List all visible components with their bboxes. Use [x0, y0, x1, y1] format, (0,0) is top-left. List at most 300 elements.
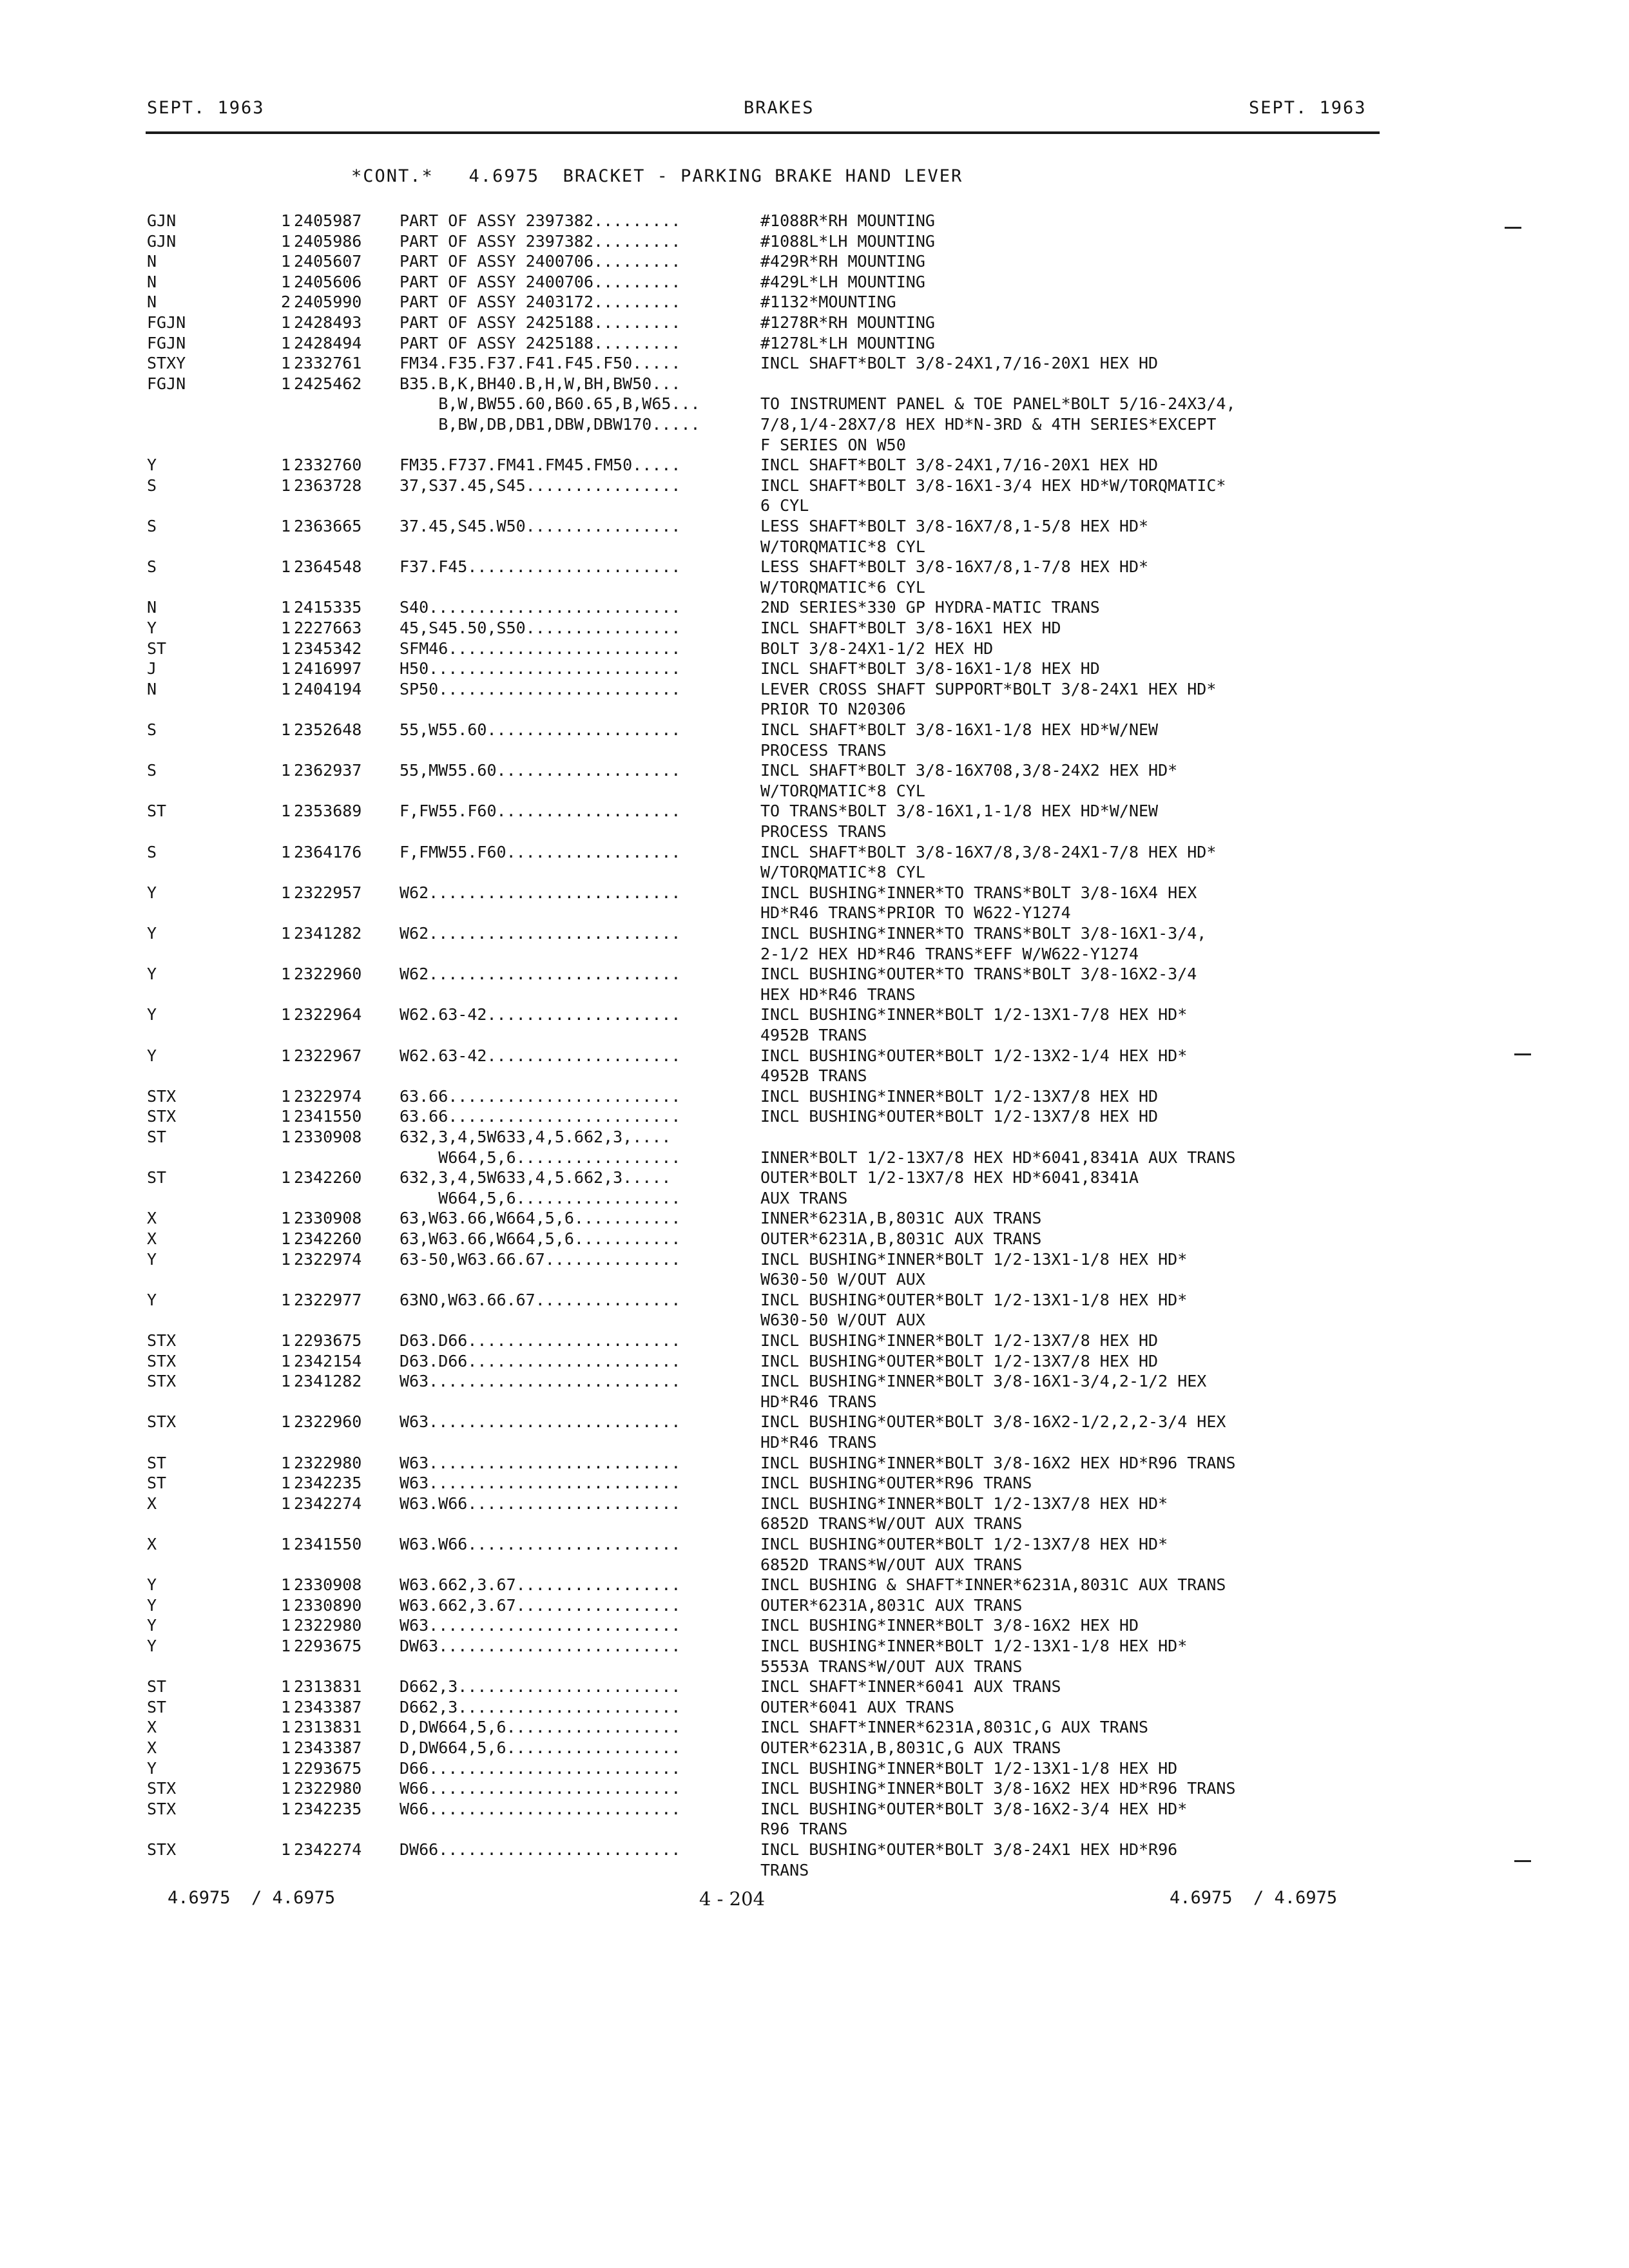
- table-row: [0, 1534, 1629, 1555]
- row-part-number: 2342260: [294, 1229, 362, 1248]
- table-row: [0, 353, 1629, 374]
- table-row: [0, 1799, 1629, 1820]
- row-qty: 1: [281, 1800, 291, 1818]
- row-models: W63..........................: [400, 1454, 681, 1472]
- row-models: D,DW664,5,6..................: [400, 1738, 681, 1757]
- row-part-number: 2322980: [294, 1616, 362, 1635]
- row-part-number: 2313831: [294, 1677, 362, 1696]
- row-description: INCL BUSHING*OUTER*BOLT 1/2-13X1-1/8 HEX HD*: [760, 1291, 1188, 1309]
- row-part-number: 2341282: [294, 1372, 362, 1390]
- row-description: INCL BUSHING*INNER*BOLT 1/2-13X7/8 HEX HD*: [760, 1494, 1168, 1513]
- table-row: [0, 1269, 1629, 1290]
- row-part-number: 2343387: [294, 1738, 362, 1757]
- row-qty: 1: [281, 1738, 291, 1757]
- row-part-number: 2404194: [294, 680, 362, 698]
- row-models: PART OF ASSY 2397382.........: [400, 232, 681, 251]
- row-code: Y: [147, 883, 157, 902]
- row-code: X: [147, 1209, 157, 1227]
- row-part-number: 2322974: [294, 1250, 362, 1269]
- row-description: PRIOR TO N20306: [760, 700, 906, 718]
- row-models: PART OF ASSY 2403172.........: [400, 293, 681, 311]
- row-code: ST: [147, 802, 167, 820]
- row-models: W664,5,6.................: [400, 1148, 681, 1167]
- row-description: #429R*RH MOUNTING: [760, 252, 925, 271]
- row-code: S: [147, 476, 157, 495]
- row-models: B,W,BW55.60,B60.65,B,W65...: [400, 394, 700, 413]
- table-row: [0, 1371, 1629, 1392]
- row-description: AUX TRANS: [760, 1189, 848, 1207]
- table-row: [0, 964, 1629, 985]
- row-description: INCL BUSHING*OUTER*BOLT 1/2-13X7/8 HEX HD: [760, 1352, 1159, 1370]
- row-models: W63.W66......................: [400, 1494, 681, 1513]
- row-description: INCL BUSHING*INNER*TO TRANS*BOLT 3/8-16X4 HEX: [760, 883, 1197, 902]
- row-part-number: 2364548: [294, 557, 362, 576]
- row-code: STX: [147, 1840, 177, 1859]
- row-description: 6852D TRANS*W/OUT AUX TRANS: [760, 1555, 1023, 1574]
- row-description: 6852D TRANS*W/OUT AUX TRANS: [760, 1514, 1023, 1533]
- row-description: OUTER*6231A,8031C AUX TRANS: [760, 1596, 1023, 1615]
- row-qty: 1: [281, 1128, 291, 1146]
- table-row: [0, 1819, 1629, 1840]
- row-part-number: 2322980: [294, 1454, 362, 1472]
- row-description: W/TORQMATIC*6 CYL: [760, 578, 925, 597]
- row-description: INCL BUSHING*INNER*BOLT 1/2-13X1-1/8 HEX HD: [760, 1759, 1178, 1778]
- row-code: STX: [147, 1800, 177, 1818]
- row-qty: 1: [281, 1046, 291, 1065]
- row-qty: 1: [281, 1474, 291, 1492]
- table-row: [0, 1860, 1629, 1881]
- row-models: W63..........................: [400, 1474, 681, 1492]
- row-description: INCL BUSHING*OUTER*BOLT 3/8-16X2-1/2,2,2-3/4 HEX: [760, 1412, 1226, 1431]
- row-description: #1132*MOUNTING: [760, 293, 896, 311]
- row-qty: 2: [281, 293, 291, 311]
- row-qty: 1: [281, 1372, 291, 1390]
- table-row: [0, 639, 1629, 659]
- row-models: 63NO,W63.66.67...............: [400, 1291, 681, 1309]
- row-description: INCL BUSHING*INNER*BOLT 3/8-16X2 HEX HD*R96 TRANS: [760, 1779, 1236, 1798]
- row-description: F SERIES ON W50: [760, 436, 906, 454]
- row-description: HD*R46 TRANS: [760, 1392, 877, 1411]
- row-part-number: 2341282: [294, 924, 362, 943]
- row-code: Y: [147, 1250, 157, 1269]
- row-qty: 1: [281, 1616, 291, 1635]
- row-code: STX: [147, 1107, 177, 1126]
- row-qty: 1: [281, 374, 291, 393]
- table-row: [0, 577, 1629, 598]
- row-description: INCL BUSHING*INNER*BOLT 3/8-16X2 HEX HD*R96 TRANS: [760, 1454, 1236, 1472]
- row-part-number: 2425462: [294, 374, 362, 393]
- row-part-number: 2363665: [294, 517, 362, 535]
- row-code: N: [147, 252, 157, 271]
- table-row: [0, 883, 1629, 903]
- table-row: [0, 597, 1629, 618]
- table-row: [0, 781, 1629, 802]
- row-description: INCL BUSHING*INNER*BOLT 3/8-16X1-3/4,2-1/2 HEX: [760, 1372, 1207, 1390]
- row-models: W63..........................: [400, 1412, 681, 1431]
- row-description: #1088L*LH MOUNTING: [760, 232, 935, 251]
- row-description: HD*R46 TRANS*PRIOR TO W622-Y1274: [760, 903, 1071, 922]
- row-part-number: 2405986: [294, 232, 362, 251]
- row-models: W62..........................: [400, 965, 681, 983]
- table-row: [0, 292, 1629, 312]
- row-qty: 1: [281, 843, 291, 861]
- table-row: [0, 374, 1629, 394]
- row-description: INCL SHAFT*BOLT 3/8-16X708,3/8-24X2 HEX HD*: [760, 761, 1178, 780]
- row-models: 63.66........................: [400, 1107, 681, 1126]
- row-description: 5553A TRANS*W/OUT AUX TRANS: [760, 1657, 1023, 1676]
- table-row: [0, 1086, 1629, 1107]
- table-row: [0, 272, 1629, 293]
- row-code: Y: [147, 1005, 157, 1024]
- row-models: S40..........................: [400, 598, 681, 617]
- row-qty: 1: [281, 1575, 291, 1594]
- row-models: 63,W63.66,W664,5,6...........: [400, 1209, 681, 1227]
- row-qty: 1: [281, 1596, 291, 1615]
- table-row: [0, 557, 1629, 577]
- row-models: W63..........................: [400, 1372, 681, 1390]
- row-qty: 1: [281, 1229, 291, 1248]
- table-row: [0, 1168, 1629, 1188]
- table-row: [0, 333, 1629, 354]
- row-code: ST: [147, 1698, 167, 1716]
- row-models: D66..........................: [400, 1759, 681, 1778]
- table-row: [0, 231, 1629, 252]
- row-models: W62.63-42....................: [400, 1005, 681, 1024]
- row-part-number: 2342260: [294, 1168, 362, 1187]
- row-models: W63..........................: [400, 1616, 681, 1635]
- row-code: Y: [147, 456, 157, 474]
- row-qty: 1: [281, 1759, 291, 1778]
- row-qty: 1: [281, 1107, 291, 1126]
- row-part-number: 2322980: [294, 1779, 362, 1798]
- table-row: [0, 1657, 1629, 1677]
- table-row: [0, 312, 1629, 333]
- row-qty: 1: [281, 313, 291, 332]
- row-part-number: 2330908: [294, 1128, 362, 1146]
- row-part-number: 2293675: [294, 1637, 362, 1655]
- row-qty: 1: [281, 1168, 291, 1187]
- row-part-number: 2428493: [294, 313, 362, 332]
- row-code: FGJN: [147, 374, 186, 393]
- row-qty: 1: [281, 334, 291, 352]
- row-models: PART OF ASSY 2397382.........: [400, 211, 681, 230]
- row-qty: 1: [281, 1209, 291, 1227]
- row-qty: 1: [281, 598, 291, 617]
- row-part-number: 2227663: [294, 619, 362, 637]
- row-part-number: 2352648: [294, 720, 362, 739]
- table-row: [0, 1677, 1629, 1697]
- row-qty: 1: [281, 456, 291, 474]
- table-row: [0, 1494, 1629, 1514]
- table-row: [0, 537, 1629, 557]
- row-part-number: 2345342: [294, 639, 362, 658]
- footer-ref-right: 4.6975 / 4.6975: [1170, 1888, 1338, 1908]
- row-models: DW66.........................: [400, 1840, 681, 1859]
- table-row: [0, 618, 1629, 639]
- row-part-number: 2341550: [294, 1107, 362, 1126]
- row-part-number: 2332760: [294, 456, 362, 474]
- row-part-number: 2330908: [294, 1209, 362, 1227]
- row-description: INNER*BOLT 1/2-13X7/8 HEX HD*6041,8341A AUX TRANS: [760, 1148, 1236, 1167]
- row-qty: 1: [281, 232, 291, 251]
- row-code: STX: [147, 1372, 177, 1390]
- row-qty: 1: [281, 1250, 291, 1269]
- row-part-number: 2342235: [294, 1474, 362, 1492]
- table-row: [0, 394, 1629, 414]
- row-description: INCL BUSHING*OUTER*BOLT 1/2-13X7/8 HEX HD*: [760, 1535, 1168, 1553]
- row-code: Y: [147, 1291, 157, 1309]
- header-section-title: BRAKES: [744, 98, 815, 118]
- row-models: 63,W63.66,W664,5,6...........: [400, 1229, 681, 1248]
- row-description: INCL SHAFT*BOLT 3/8-24X1,7/16-20X1 HEX HD: [760, 354, 1159, 372]
- row-description: INCL BUSHING*INNER*BOLT 1/2-13X7/8 HEX HD: [760, 1087, 1159, 1106]
- row-code: S: [147, 720, 157, 739]
- row-code: Y: [147, 1046, 157, 1065]
- row-models: PART OF ASSY 2400706.........: [400, 252, 681, 271]
- row-models: 37.45,S45.W50................: [400, 517, 681, 535]
- row-code: GJN: [147, 211, 177, 230]
- row-models: DW63.........................: [400, 1637, 681, 1655]
- row-description: #1278L*LH MOUNTING: [760, 334, 935, 352]
- row-description: OUTER*BOLT 1/2-13X7/8 HEX HD*6041,8341A: [760, 1168, 1139, 1187]
- row-qty: 1: [281, 1840, 291, 1859]
- row-code: N: [147, 598, 157, 617]
- footer-ref-left: 4.6975 / 4.6975: [168, 1888, 336, 1908]
- table-row: [0, 476, 1629, 496]
- row-code: ST: [147, 639, 167, 658]
- row-part-number: 2293675: [294, 1331, 362, 1350]
- table-row: [0, 1331, 1629, 1351]
- row-part-number: 2362937: [294, 761, 362, 780]
- row-code: STX: [147, 1412, 177, 1431]
- row-description: INCL BUSHING*INNER*BOLT 1/2-13X1-1/8 HEX HD*: [760, 1637, 1188, 1655]
- row-part-number: 2363728: [294, 476, 362, 495]
- table-row: [0, 699, 1629, 720]
- row-description: INCL BUSHING*INNER*BOLT 1/2-13X7/8 HEX HD: [760, 1331, 1159, 1350]
- row-code: STX: [147, 1087, 177, 1106]
- row-models: PART OF ASSY 2400706.........: [400, 273, 681, 291]
- row-qty: 1: [281, 1352, 291, 1370]
- row-code: ST: [147, 1474, 167, 1492]
- row-code: Y: [147, 619, 157, 637]
- table-row: [0, 211, 1629, 231]
- row-part-number: 2342274: [294, 1840, 362, 1859]
- row-description: INCL BUSHING*INNER*TO TRANS*BOLT 3/8-16X1-3/4,: [760, 924, 1207, 943]
- row-part-number: 2322960: [294, 1412, 362, 1431]
- row-qty: 1: [281, 1454, 291, 1472]
- row-description: HEX HD*R46 TRANS: [760, 985, 916, 1004]
- row-models: 63-50,W63.66.67..............: [400, 1250, 681, 1269]
- table-row: [0, 1453, 1629, 1474]
- row-description: INCL SHAFT*BOLT 3/8-16X1 HEX HD: [760, 619, 1061, 637]
- row-description: PROCESS TRANS: [760, 822, 887, 841]
- row-code: X: [147, 1718, 157, 1736]
- table-row: [0, 801, 1629, 822]
- row-description: INCL BUSHING*OUTER*R96 TRANS: [760, 1474, 1032, 1492]
- row-code: N: [147, 293, 157, 311]
- row-description: INCL BUSHING*OUTER*BOLT 3/8-16X2-3/4 HEX HD*: [760, 1800, 1188, 1818]
- row-part-number: 2342274: [294, 1494, 362, 1513]
- table-row: [0, 1473, 1629, 1494]
- row-part-number: 2416997: [294, 659, 362, 678]
- row-qty: 1: [281, 1005, 291, 1024]
- row-models: W62..........................: [400, 924, 681, 943]
- table-row: [0, 720, 1629, 740]
- table-row: [0, 1106, 1629, 1127]
- row-part-number: 2364176: [294, 843, 362, 861]
- table-row: [0, 455, 1629, 476]
- table-row: [0, 1555, 1629, 1575]
- row-part-number: 2322957: [294, 883, 362, 902]
- table-row: [0, 1575, 1629, 1595]
- row-description: INCL SHAFT*BOLT 3/8-16X7/8,3/8-24X1-7/8 HEX HD*: [760, 843, 1217, 861]
- row-part-number: 2342154: [294, 1352, 362, 1370]
- row-description: INCL BUSHING*INNER*BOLT 3/8-16X2 HEX HD: [760, 1616, 1139, 1635]
- row-description: OUTER*6231A,B,8031C AUX TRANS: [760, 1229, 1042, 1248]
- row-code: Y: [147, 1596, 157, 1615]
- row-description: PROCESS TRANS: [760, 741, 887, 760]
- row-models: F,FW55.F60...................: [400, 802, 681, 820]
- row-models: 55,MW55.60...................: [400, 761, 681, 780]
- row-description: #1088R*RH MOUNTING: [760, 211, 935, 230]
- row-description: INNER*6231A,B,8031C AUX TRANS: [760, 1209, 1042, 1227]
- row-description: LEVER CROSS SHAFT SUPPORT*BOLT 3/8-24X1 HEX HD*: [760, 680, 1217, 698]
- row-description: LESS SHAFT*BOLT 3/8-16X7/8,1-7/8 HEX HD*: [760, 557, 1149, 576]
- row-models: FM35.F737.FM41.FM45.FM50.....: [400, 456, 681, 474]
- page-number: 4 - 204: [699, 1888, 766, 1910]
- row-qty: 1: [281, 965, 291, 983]
- row-description: 2-1/2 HEX HD*R46 TRANS*EFF W/W622-Y1274: [760, 945, 1139, 963]
- row-description: INCL SHAFT*INNER*6041 AUX TRANS: [760, 1677, 1061, 1696]
- table-row: [0, 1290, 1629, 1311]
- table-row: [0, 1615, 1629, 1636]
- row-qty: 1: [281, 761, 291, 780]
- row-models: D,DW664,5,6..................: [400, 1718, 681, 1736]
- row-code: ST: [147, 1454, 167, 1472]
- row-qty: 1: [281, 1677, 291, 1696]
- row-models: 63.66........................: [400, 1087, 681, 1106]
- row-code: ST: [147, 1677, 167, 1696]
- row-qty: 1: [281, 659, 291, 678]
- row-description: BOLT 3/8-24X1-1/2 HEX HD: [760, 639, 994, 658]
- row-models: W63.W66......................: [400, 1535, 681, 1553]
- table-row: [0, 658, 1629, 679]
- table-row: [0, 251, 1629, 272]
- row-description: OUTER*6041 AUX TRANS: [760, 1698, 955, 1716]
- row-description: INCL SHAFT*BOLT 3/8-24X1,7/16-20X1 HEX HD: [760, 456, 1159, 474]
- row-models: H50..........................: [400, 659, 681, 678]
- row-code: X: [147, 1535, 157, 1553]
- table-row: [0, 1840, 1629, 1860]
- table-row: [0, 1310, 1629, 1331]
- row-description: INCL BUSHING & SHAFT*INNER*6231A,8031C AUX TRANS: [760, 1575, 1226, 1594]
- row-description: 7/8,1/4-28X7/8 HEX HD*N-3RD & 4TH SERIES*EXCEPT: [760, 415, 1217, 434]
- row-part-number: 2322977: [294, 1291, 362, 1309]
- row-models: B35.B,K,BH40.B,H,W,BH,BW50...: [400, 374, 681, 393]
- table-row: [0, 1229, 1629, 1249]
- row-code: Y: [147, 1759, 157, 1778]
- table-row: [0, 1758, 1629, 1779]
- table-row: [0, 1738, 1629, 1758]
- row-description: TRANS: [760, 1861, 809, 1879]
- table-row: [0, 1412, 1629, 1432]
- row-description: INCL BUSHING*INNER*BOLT 1/2-13X1-7/8 HEX HD*: [760, 1005, 1188, 1024]
- row-models: W66..........................: [400, 1779, 681, 1798]
- row-part-number: 2332761: [294, 354, 362, 372]
- row-description: W/TORQMATIC*8 CYL: [760, 782, 925, 800]
- row-models: F37.F45......................: [400, 557, 681, 576]
- table-row: [0, 1595, 1629, 1616]
- row-code: Y: [147, 1637, 157, 1655]
- row-description: INCL BUSHING*OUTER*BOLT 1/2-13X7/8 HEX HD: [760, 1107, 1159, 1126]
- row-qty: 1: [281, 1412, 291, 1431]
- row-qty: 1: [281, 1331, 291, 1350]
- row-description: W/TORQMATIC*8 CYL: [760, 863, 925, 881]
- row-description: INCL BUSHING*OUTER*TO TRANS*BOLT 3/8-16X2-3/4: [760, 965, 1197, 983]
- row-code: ST: [147, 1128, 167, 1146]
- row-description: INCL SHAFT*BOLT 3/8-16X1-1/8 HEX HD*W/NEW: [760, 720, 1159, 739]
- table-row: [0, 1351, 1629, 1372]
- row-models: W62.63-42....................: [400, 1046, 681, 1065]
- row-part-number: 2405606: [294, 273, 362, 291]
- row-qty: 1: [281, 680, 291, 698]
- row-qty: 1: [281, 883, 291, 902]
- table-row: [0, 1025, 1629, 1046]
- row-description: TO INSTRUMENT PANEL & TOE PANEL*BOLT 5/16-24X3/4,: [760, 394, 1236, 413]
- row-description: HD*R46 TRANS: [760, 1433, 877, 1452]
- row-qty: 1: [281, 1698, 291, 1716]
- row-qty: 1: [281, 354, 291, 372]
- row-part-number: 2428494: [294, 334, 362, 352]
- row-part-number: 2293675: [294, 1759, 362, 1778]
- row-qty: 1: [281, 639, 291, 658]
- row-description: TO TRANS*BOLT 3/8-16X1,1-1/8 HEX HD*W/NEW: [760, 802, 1159, 820]
- row-qty: 1: [281, 619, 291, 637]
- row-part-number: 2330890: [294, 1596, 362, 1615]
- row-code: Y: [147, 924, 157, 943]
- table-row: [0, 862, 1629, 883]
- row-models: W63.662,3.67.................: [400, 1575, 681, 1594]
- row-code: Y: [147, 965, 157, 983]
- row-code: STXY: [147, 354, 186, 372]
- table-row: [0, 1636, 1629, 1657]
- row-code: X: [147, 1738, 157, 1757]
- margin-mark: [1514, 1860, 1531, 1862]
- table-row: [0, 1392, 1629, 1412]
- row-models: 55,W55.60....................: [400, 720, 681, 739]
- table-row: [0, 1514, 1629, 1534]
- row-description: OUTER*6231A,B,8031C,G AUX TRANS: [760, 1738, 1061, 1757]
- row-code: S: [147, 761, 157, 780]
- row-models: PART OF ASSY 2425188.........: [400, 334, 681, 352]
- row-description: INCL BUSHING*INNER*BOLT 1/2-13X1-1/8 HEX HD*: [760, 1250, 1188, 1269]
- row-code: STX: [147, 1331, 177, 1350]
- table-row: [0, 1046, 1629, 1066]
- row-qty: 1: [281, 476, 291, 495]
- table-row: [0, 1208, 1629, 1229]
- table-row: [0, 944, 1629, 965]
- row-part-number: 2313831: [294, 1718, 362, 1736]
- row-description: INCL SHAFT*INNER*6231A,8031C,G AUX TRANS: [760, 1718, 1149, 1736]
- row-code: S: [147, 557, 157, 576]
- row-description: W/TORQMATIC*8 CYL: [760, 537, 925, 556]
- row-qty: 1: [281, 211, 291, 230]
- row-part-number: 2330908: [294, 1575, 362, 1594]
- row-qty: 1: [281, 1494, 291, 1513]
- table-row: [0, 760, 1629, 781]
- row-models: D63.D66......................: [400, 1331, 681, 1350]
- row-description: #429L*LH MOUNTING: [760, 273, 925, 291]
